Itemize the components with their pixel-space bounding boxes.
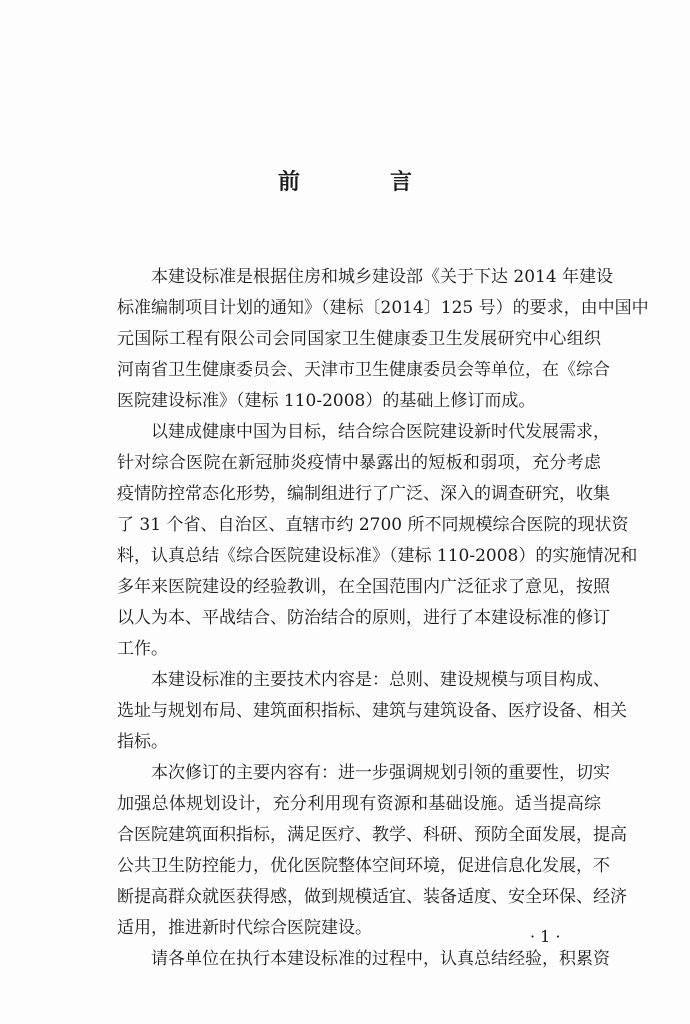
text-line: 料，认真总结《综合医院建设标准》（建标 110-2008）的实施情况和 <box>117 546 638 566</box>
text-line: 以人为本、平战结合、防治结合的原则，进行了本建设标准的修订 <box>117 608 610 628</box>
text-line: 请各单位在执行本建设标准的过程中，认真总结经验，积累资 <box>117 949 610 969</box>
text-line: 工作。 <box>117 639 168 659</box>
page-title: 前 言 <box>277 170 446 195</box>
text-line: 标准编制项目计划的通知》（建标〔2014〕125 号）的要求，由中国中 <box>117 298 649 318</box>
text-line: 加强总体规划设计，充分利用现有资源和基础设施。适当提高综 <box>117 794 601 814</box>
text-line: 医院建设标准》（建标 110-2008）的基础上修订而成。 <box>117 391 536 411</box>
text-line: 公共卫生防控能力，优化医院整体空间环境，促进信息化发展，不 <box>117 856 610 876</box>
body-text <box>117 262 649 975</box>
text-line: 指标。 <box>117 732 168 752</box>
text-line: 适用，推进新时代综合医院建设。 <box>117 918 372 938</box>
text-line: 合医院建筑面积指标，满足医疗、教学、科研、预防全面发展，提高 <box>117 825 627 845</box>
text-line: 断提高群众就医获得感，做到规模适宜、装备适度、安全环保、经济 <box>117 887 627 907</box>
text-line: 河南省卫生健康委员会、天津市卫生健康委员会等单位，在《综合 <box>117 360 610 380</box>
text-line: 针对综合医院在新冠肺炎疫情中暴露出的短板和弱项，充分考虑 <box>117 453 601 473</box>
text-line: 元国际工程有限公司会同国家卫生健康委卫生发展研究中心组织 <box>117 329 601 349</box>
text-line: 以建成健康中国为目标，结合综合医院建设新时代发展需求， <box>117 422 610 442</box>
text-line: 疫情防控常态化形势，编制组进行了广泛、深入的调查研究，收集 <box>117 484 610 504</box>
text-line: 选址与规划布局、建筑面积指标、建筑与建筑设备、医疗设备、相关 <box>117 701 627 721</box>
text-line: 了 31 个省、自治区、直辖市约 2700 所不同规模综合医院的现状资 <box>117 515 629 535</box>
text-line: 本建设标准的主要技术内容是：总则、建设规模与项目构成、 <box>117 670 610 690</box>
page-number: · 1 · <box>530 927 561 946</box>
text-line: 本建设标准是根据住房和城乡建设部《关于下达 2014 年建设 <box>117 267 614 287</box>
text-line: 多年来医院建设的经验教训，在全国范围内广泛征求了意见，按照 <box>117 577 610 597</box>
text-line: 本次修订的主要内容有：进一步强调规划引领的重要性，切实 <box>117 763 610 783</box>
